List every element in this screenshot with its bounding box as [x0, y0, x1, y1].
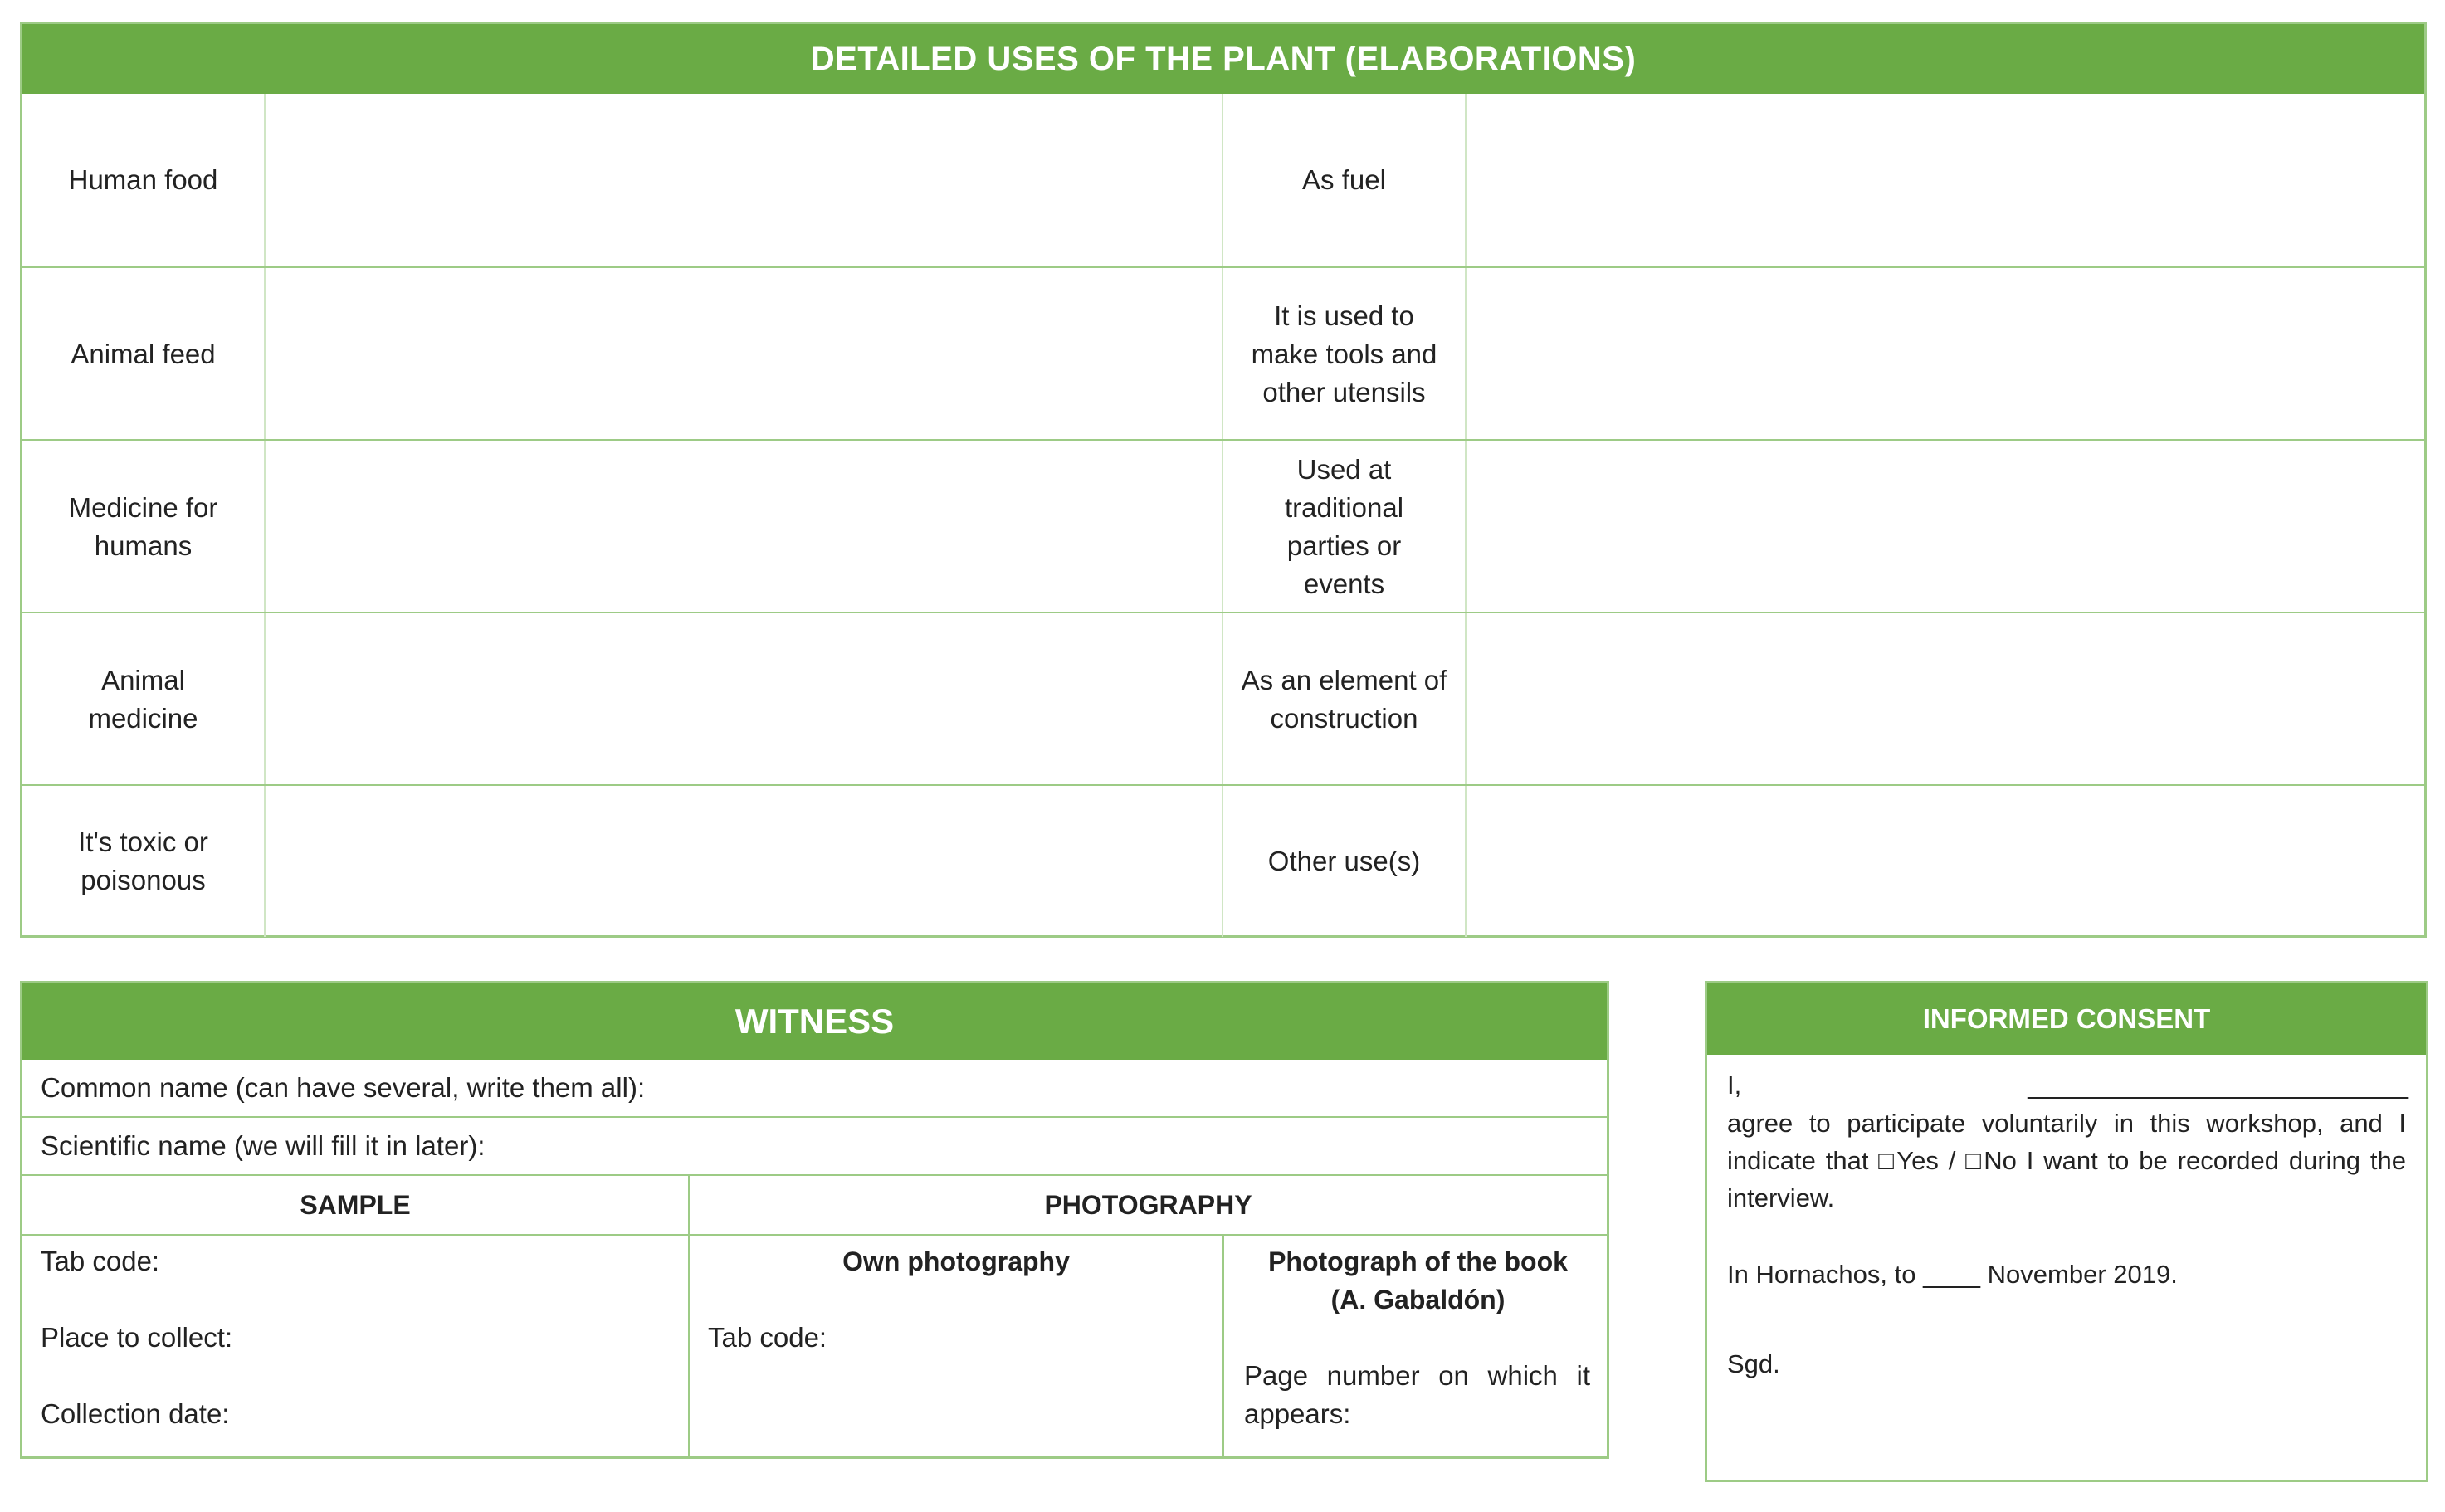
- sample-tab-code-field[interactable]: Tab code:: [41, 1246, 160, 1276]
- use-input-field[interactable]: [1467, 786, 2424, 937]
- sample-column: [22, 1236, 690, 1456]
- place-to-collect-field[interactable]: Place to collect:: [41, 1322, 233, 1353]
- use-input-field[interactable]: [1467, 613, 2424, 786]
- consent-paragraph: agree to participate voluntarily in this workshop, and I indicate that □Yes / □No I want to be recorded during the interview.: [1727, 1109, 2406, 1212]
- use-input-field[interactable]: [266, 786, 1223, 937]
- page-number-field[interactable]: Page number on which it appears:: [1244, 1360, 1590, 1429]
- use-label: It is used to make tools and other utensils: [1223, 268, 1467, 441]
- witness-section: [20, 981, 1609, 1459]
- own-photography-column: [690, 1236, 1224, 1456]
- use-input-field[interactable]: [266, 268, 1223, 441]
- uses-table: [20, 22, 2427, 938]
- uses-row: [22, 439, 2424, 613]
- use-label: Medicine for humans: [22, 441, 266, 613]
- sample-header: SAMPLE: [22, 1176, 690, 1236]
- uses-row: [22, 94, 2424, 266]
- use-label: Other use(s): [1223, 786, 1467, 937]
- own-photography-title: Own photography: [842, 1246, 1070, 1276]
- use-label: Animal medicine: [22, 613, 266, 786]
- use-input-field[interactable]: [266, 441, 1223, 613]
- witness-title: WITNESS: [22, 983, 1607, 1060]
- use-input-field[interactable]: [1467, 94, 2424, 266]
- use-label: As fuel: [1223, 94, 1467, 266]
- use-input-field[interactable]: [266, 94, 1223, 266]
- photo-tab-code-field[interactable]: Tab code:: [708, 1322, 827, 1353]
- consent-signature: Sgd.: [1727, 1349, 1780, 1378]
- consent-title: INFORMED CONSENT: [1707, 983, 2426, 1055]
- uses-row: [22, 266, 2424, 441]
- photography-header: PHOTOGRAPHY: [690, 1176, 1607, 1236]
- book-photograph-title: Photograph of the book (A. Gabaldón): [1268, 1246, 1568, 1314]
- uses-row: [22, 784, 2424, 937]
- uses-row: [22, 612, 2424, 786]
- use-input-field[interactable]: [266, 613, 1223, 786]
- use-input-field[interactable]: [1467, 268, 2424, 441]
- consent-place-date: In Hornachos, to ____ November 2019.: [1727, 1260, 2178, 1289]
- use-label: As an element of construction: [1223, 613, 1467, 786]
- use-input-field[interactable]: [1467, 441, 2424, 613]
- collection-date-field[interactable]: Collection date:: [41, 1398, 230, 1429]
- scientific-name-field[interactable]: Scientific name (we will fill it in later):: [22, 1118, 1607, 1176]
- informed-consent-section: [1705, 981, 2428, 1482]
- use-label: Human food: [22, 94, 266, 266]
- book-photograph-column: [1224, 1236, 1607, 1456]
- use-label: Animal feed: [22, 268, 266, 441]
- use-label: It's toxic or poisonous: [22, 786, 266, 937]
- use-label: Used at traditional parties or events: [1223, 441, 1467, 613]
- consent-name-line: [1727, 1066, 2406, 1104]
- consent-i-label: I,: [1727, 1071, 1742, 1100]
- common-name-field[interactable]: Common name (can have several, write them all):: [22, 1060, 1607, 1118]
- consent-name-blank[interactable]: ________________________________: [2028, 1071, 2406, 1100]
- uses-table-title: DETAILED USES OF THE PLANT (ELABORATIONS): [22, 24, 2424, 94]
